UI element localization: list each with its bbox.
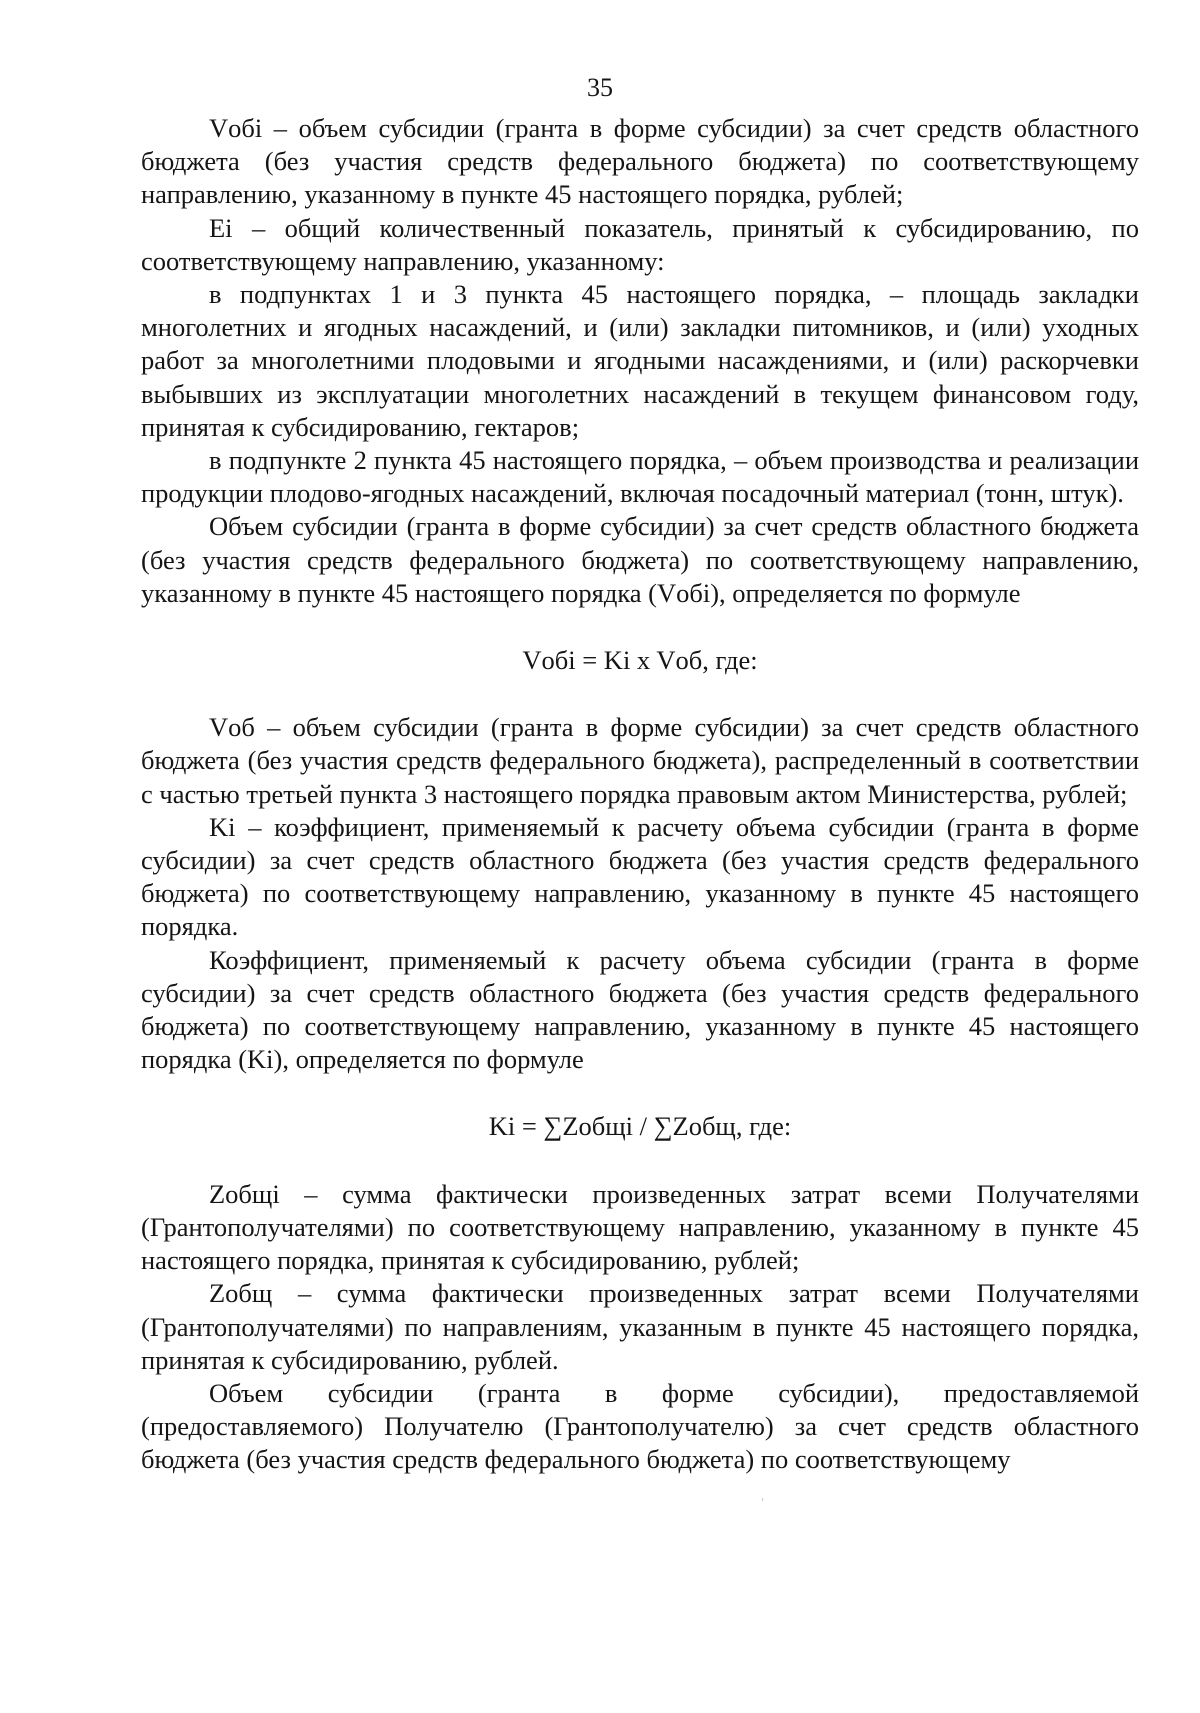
paragraph-subitem-2: в подпункте 2 пункта 45 настоящего порядка, – объем производства и реализации продукции плодово-ягодных насаждений, включая посадочный материал (тонн, штук). [141,445,1139,509]
paragraph-ei-definition: Ei – общий количественный показатель, принятый к субсидированию, по соответствующему направлению, указанному: [141,212,1139,276]
paragraph-vobi-definition: Vобi – объем субсидии (гранта в форме субсидии) за счет средств областного бюджета (без участия средств федерального бюджета) по соответствующему направлению, указанному в пункте 45 настоящего порядка, рублей; [141,113,1139,210]
formula-vobi: Vобi = Ki x Vоб, где: [522,645,758,676]
scan-speck [762,1498,763,1501]
formula-ki: Ki = ∑Zобщi / ∑Zобщ, где: [488,1111,792,1142]
paragraph-subitems-1-3: в подпунктах 1 и 3 пункта 45 настоящего порядка, – площадь закладки многолетних и ягодных насаждений, и (или) закладки питомников, и (или) уходных работ за многолетними плодовыми и ягодными насаждениями, и (или) раскорчевки выбывших из эксплуатации многолетних насаждений в текущем финансовом году, принятая к субсидированию, гектаров; [141,279,1139,442]
paragraph-zobsh-definition: Zобщ – сумма фактически произведенных затрат всеми Получателями (Грантополучателями) по направлениям, указанным в пункте 45 настоящего порядка, принятая к субсидированию, рублей. [141,1278,1139,1375]
document-body [141,112,1139,1477]
paragraph-vob-definition: Vоб – объем субсидии (гранта в форме субсидии) за счет средств областного бюджета (без участия средств федерального бюджета), распределенный в соответствии с частью третьей пункта 3 настоящего порядка правовым актом Министерства, рублей; [141,712,1139,809]
paragraph-ki-definition: Ki – коэффициент, применяемый к расчету объема субсидии (гранта в форме субсидии) за счет средств областного бюджета (без участия средств федерального бюджета) по соответствующему направлению, указанному в пункте 45 настоящего порядка. [141,811,1139,942]
paragraph-subsidy-volume: Объем субсидии (гранта в форме субсидии), предоставляемой (предоставляемого) Получателю (Грантополучателю) за счет средств областного бюджета (без участия средств федерального бюджета) по соответствующему [141,1377,1139,1475]
paragraph-vobi-formula-intro: Объем субсидии (гранта в форме субсидии) за счет средств областного бюджета (без участия средств федерального бюджета) по соответствующему направлению, указанному в пункте 45 настоящего порядка (Vобi), определяется по формуле [141,511,1139,608]
paragraph-ki-formula-intro: Коэффициент, применяемый к расчету объема субсидии (гранта в форме субсидии) за счет средств областного бюджета (без участия средств федерального бюджета) по соответствующему направлению, указанному в пункте 45 настоящего порядка (Ki), определяется по формуле [141,944,1139,1075]
page-number: 35 [587,73,613,102]
paragraph-zobshi-definition: Zобщi – сумма фактически произведенных затрат всеми Получателями (Грантополучателями) по соответствующему направлению, указанному в пункте 45 настоящего порядка, принятая к субсидированию, рублей; [141,1178,1139,1276]
